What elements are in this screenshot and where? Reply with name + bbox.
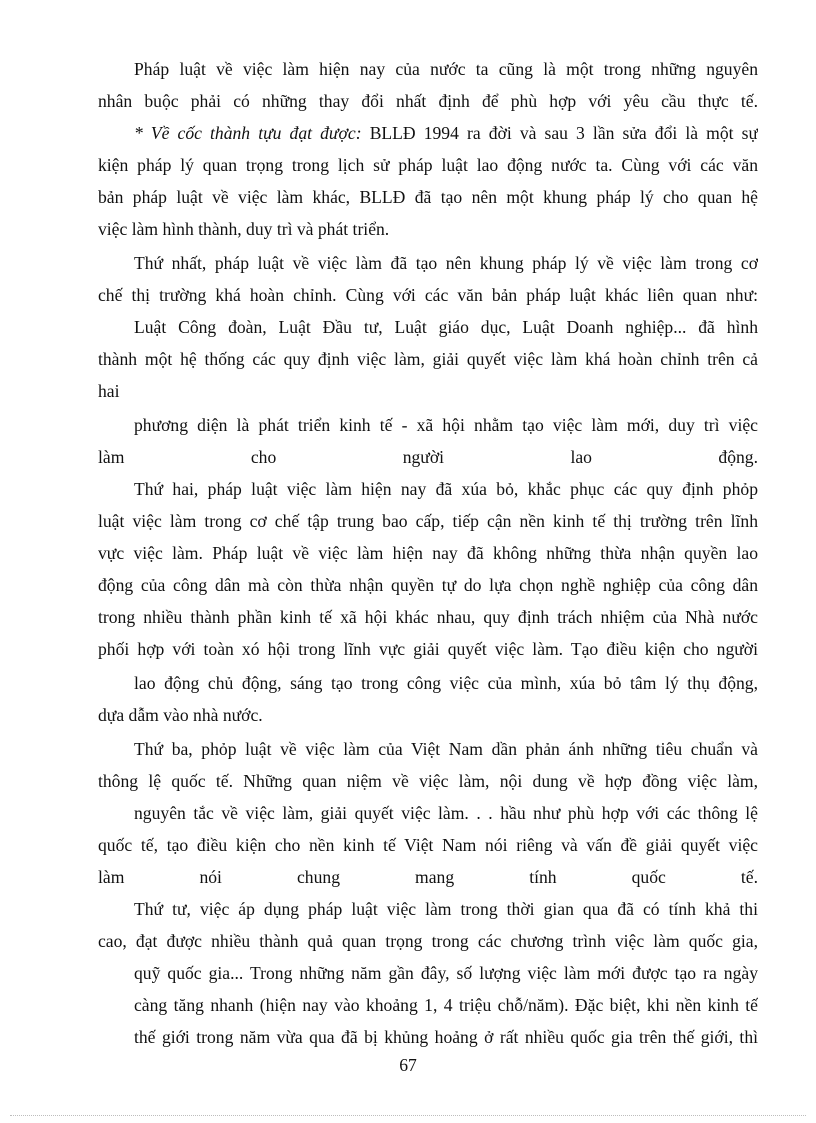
text-line: chế thị trường khá hoàn chỉnh. Cùng với các văn bản pháp luật khác liên quan như: <box>98 285 758 305</box>
text-line-continuation: BLLĐ 1994 ra đời và sau 3 lần sửa đổi là một sự <box>369 123 758 143</box>
text-line: trong nhiều thành phần kinh tế xã hội khác nhau, quy định trách nhiệm của Nhà nước <box>98 607 758 627</box>
text-line: Thứ nhất, pháp luật về việc làm đã tạo nên khung pháp lý về việc làm trong cơ <box>134 253 758 273</box>
text-line: cao, đạt được nhiều thành quả quan trọng trong các chương trình việc làm quốc gia, <box>98 931 758 951</box>
text-line: bản pháp luật về việc làm khác, BLLĐ đã tạo nên một khung pháp lý cho quan hệ <box>98 187 758 207</box>
text-line: phối hợp với toàn xó hội trong lĩnh vực giải quyết việc làm. Tạo điều kiện cho người <box>98 639 758 659</box>
text-line: thông lệ quốc tế. Những quan niệm về việc làm, nội dung về hợp đồng việc làm, <box>98 771 758 791</box>
page-number: 67 <box>399 1055 417 1075</box>
text-line: quốc tế, tạo điều kiện cho nền kinh tế Việt Nam nói riêng và vấn đề giải quyết việc <box>98 835 758 855</box>
text-line-with-heading <box>98 122 758 144</box>
text-line: phương diện là phát triển kinh tế - xã hội nhằm tạo việc làm mới, duy trì việc <box>134 415 758 435</box>
text-line: Thứ ba, phỏp luật về việc làm của Việt Nam dần phản ánh những tiêu chuẩn và <box>134 739 758 759</box>
text-line: dựa dẫm vào nhà nước. <box>98 705 263 725</box>
text-line: vực việc làm. Pháp luật về việc làm hiện nay đã không những thừa nhận quyền lao <box>98 543 758 563</box>
text-line: việc làm hình thành, duy trì và phát triển. <box>98 219 390 239</box>
text-line: kiện pháp lý quan trọng trong lịch sử pháp luật lao động nước ta. Cùng với các văn <box>98 155 758 175</box>
text-line: càng tăng nhanh (hiện nay vào khoảng 1, 4 triệu chỗ/năm). Đặc biệt, khi nền kinh tế <box>134 995 758 1015</box>
text-line: động của công dân mà còn thừa nhận quyền tự do lựa chọn nghề nghiệp của công dân <box>98 575 758 595</box>
text-line: nguyên tắc về việc làm, giải quyết việc làm. . . hầu như phù hợp với các thông lệ <box>134 803 758 823</box>
text-line: Luật Công đoàn, Luật Đầu tư, Luật giáo dục, Luật Doanh nghiệp... đã hình <box>134 317 758 337</box>
text-line: Thứ tư, việc áp dụng pháp luật việc làm trong thời gian qua đã có tính khả thi <box>134 899 758 919</box>
text-line: thành một hệ thống các quy định việc làm, giải quyết việc làm khá hoàn chỉnh trên cả <box>98 349 758 369</box>
text-line: nhân buộc phải có những thay đổi nhất định để phù hợp với yêu cầu thực tế. <box>98 91 758 111</box>
text-line: Pháp luật về việc làm hiện nay của nước ta cũng là một trong những nguyên <box>134 59 758 79</box>
section-lead-italic: * Về cốc thành tựu đạt được: <box>134 123 362 143</box>
page-bottom-divider <box>10 1115 806 1116</box>
text-line: lao động chủ động, sáng tạo trong công việc của mình, xúa bỏ tâm lý thụ động, <box>134 673 758 693</box>
text-line: luật việc làm trong cơ chế tập trung bao cấp, tiếp cận nền kinh tế thị trường trên lĩnh <box>98 511 758 531</box>
text-line: quỹ quốc gia... Trong những năm gần đây, số lượng việc làm mới được tạo ra ngày <box>134 963 758 983</box>
text-line: hai <box>98 381 120 401</box>
text-line: làm nói chung mang tính quốc tế. <box>98 867 758 887</box>
text-line: thế giới trong năm vừa qua đã bị khủng hoảng ở rất nhiều quốc gia trên thế giới, thì <box>134 1027 758 1047</box>
text-line: Thứ hai, pháp luật việc làm hiện nay đã xúa bỏ, khắc phục các quy định phỏp <box>134 479 758 499</box>
text-line: làm cho người lao động. <box>98 447 758 467</box>
